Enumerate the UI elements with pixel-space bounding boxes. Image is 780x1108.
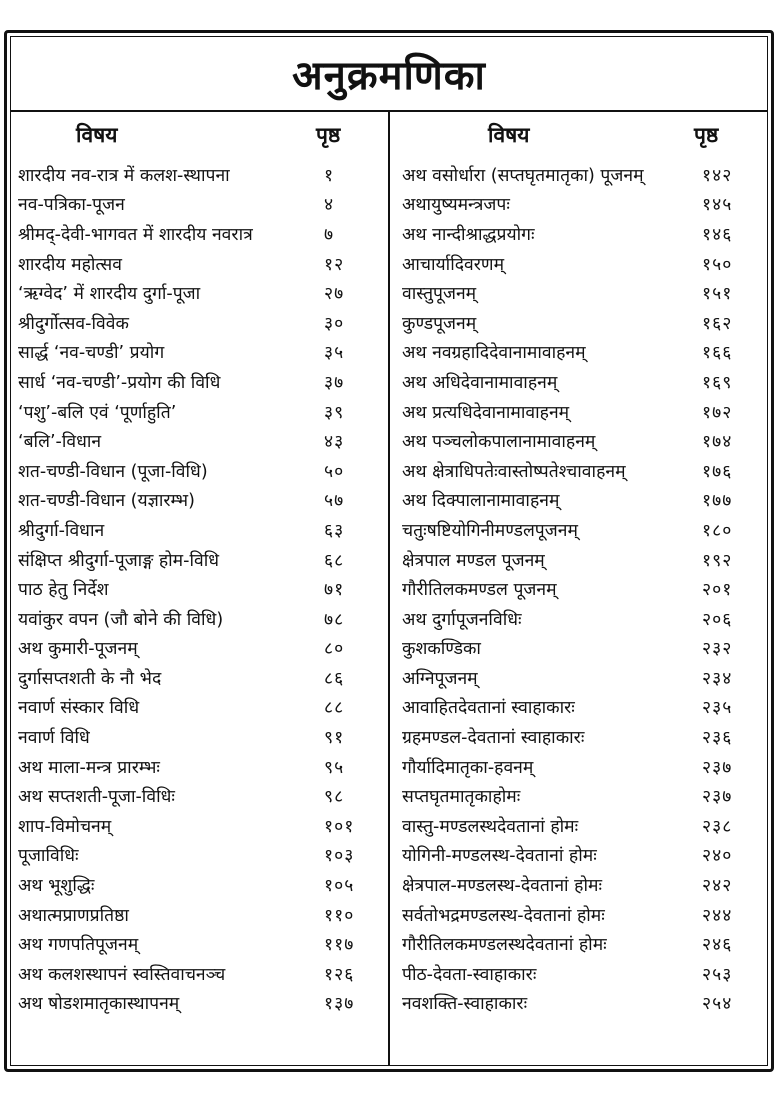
toc-entry-subject: सप्तघृतमातृकाहोमः <box>402 787 521 808</box>
toc-entry-page: ८० <box>324 639 345 660</box>
toc-entry-page: ८६ <box>324 668 345 689</box>
toc-entry-subject: नवार्ण विधि <box>18 728 90 749</box>
toc-entry <box>396 900 764 930</box>
toc-entry <box>396 338 764 368</box>
toc-entry <box>14 959 386 989</box>
toc-entry <box>14 249 386 279</box>
toc-entry-page: ३९ <box>324 402 345 423</box>
toc-entry-page: २३७ <box>702 787 733 808</box>
toc-entry-page: २३२ <box>702 639 733 660</box>
toc-entry <box>396 752 764 782</box>
toc-entry-subject: सार्द्ध ‘नव-चण्डी’ प्रयोग <box>18 343 165 364</box>
toc-entry <box>14 426 386 456</box>
toc-entry-subject: अथात्मप्राणप्रतिष्ठा <box>18 905 129 926</box>
toc-entry-page: १४५ <box>702 195 733 216</box>
toc-entry <box>14 190 386 220</box>
toc-entry <box>14 160 386 190</box>
toc-entry <box>14 515 386 545</box>
toc-entry-page: १०३ <box>324 846 355 867</box>
toc-entry <box>14 397 386 427</box>
toc-entry-subject: अथ क्षेत्राधिपतेःवास्तोष्पतेश्चावाहनम् <box>402 461 626 482</box>
toc-entry-page: ४ <box>324 195 335 216</box>
toc-entry-page: १७२ <box>702 402 733 423</box>
toc-entry-subject: गौरीतिलकमण्डलस्थदेवतानां होमः <box>402 935 607 956</box>
toc-entry-page: ७ <box>324 224 335 245</box>
toc-entry-subject: वास्तु-मण्डलस्थदेवतानां होमः <box>402 816 579 837</box>
toc-entry-page: ९५ <box>324 757 345 778</box>
toc-entry-subject: पाठ हेतु निर्देश <box>18 580 109 601</box>
right-entries <box>396 160 764 1018</box>
toc-entry <box>14 693 386 723</box>
toc-entry-subject: वास्तुपूजनम् <box>402 284 477 305</box>
toc-entry <box>396 604 764 634</box>
toc-entry-page: १२६ <box>324 964 355 985</box>
right-column <box>396 112 764 1018</box>
toc-entry <box>396 663 764 693</box>
left-entries <box>14 160 386 1018</box>
toc-entry-page: ३७ <box>324 372 345 393</box>
toc-entry-subject: पीठ-देवता-स्वाहाकारः <box>402 964 537 985</box>
toc-entry <box>396 959 764 989</box>
toc-entry-subject: अथ कलशस्थापनं स्वस्तिवाचनञ्च <box>18 964 226 985</box>
toc-entry <box>396 486 764 516</box>
toc-entry-page: १५० <box>702 254 733 275</box>
toc-entry-subject: अथ कुमारी-पूजनम् <box>18 639 138 660</box>
toc-entry <box>396 367 764 397</box>
toc-entry-page: २५३ <box>702 964 733 985</box>
toc-entry-subject: अथ माला-मन्त्र प्रारम्भः <box>18 757 160 778</box>
toc-entry-subject: क्षेत्रपाल मण्डल पूजनम् <box>402 550 545 571</box>
title-box <box>10 36 768 112</box>
toc-entry-subject: दुर्गासप्तशती के नौ भेद <box>18 668 162 689</box>
toc-entry-page: ६३ <box>324 520 345 541</box>
toc-entry <box>14 634 386 664</box>
toc-entry-page: ९८ <box>324 787 345 808</box>
toc-entry-subject: श्रीदुर्गोत्सव-विवेक <box>18 313 129 334</box>
toc-entry <box>396 722 764 752</box>
toc-entry-page: ५० <box>324 461 345 482</box>
toc-entry-page: ४३ <box>324 432 345 453</box>
subject-header: विषय <box>76 123 118 147</box>
toc-entry-page: २४२ <box>702 876 733 897</box>
toc-entry <box>14 545 386 575</box>
toc-entry <box>396 249 764 279</box>
toc-entry-subject: सार्ध ‘नव-चण्डी’-प्रयोग की विधि <box>18 372 221 393</box>
toc-entry-page: २४० <box>702 846 733 867</box>
toc-entry-page: २५४ <box>702 994 733 1015</box>
toc-entry-page: १६६ <box>702 343 733 364</box>
toc-entry-page: ११७ <box>324 935 355 956</box>
toc-entry-subject: आचार्यादिवरणम् <box>402 254 505 275</box>
toc-entry-subject: कुण्डपूजनम् <box>402 313 477 334</box>
right-column-header <box>396 112 764 158</box>
toc-entry-subject: अथ षोडशमातृकास्थापनम् <box>18 994 180 1015</box>
toc-entry <box>14 456 386 486</box>
toc-entry-page: ९१ <box>324 728 345 749</box>
toc-entry <box>14 219 386 249</box>
toc-entry-subject: गौरीतिलकमण्डल पूजनम् <box>402 580 557 601</box>
toc-entry-page: ६८ <box>324 550 345 571</box>
toc-entry <box>14 870 386 900</box>
toc-entry <box>396 989 764 1019</box>
page-header: पृष्ठ <box>694 123 719 147</box>
toc-entry-page: २०१ <box>702 580 733 601</box>
column-divider <box>388 112 390 1066</box>
toc-entry-page: १७७ <box>702 491 733 512</box>
toc-entry-page: ५७ <box>324 491 345 512</box>
toc-entry-subject: पूजाविधिः <box>18 846 79 867</box>
toc-entry-page: १४६ <box>702 224 733 245</box>
toc-entry-subject: गौर्यादिमातृका-हवनम् <box>402 757 534 778</box>
toc-entry-page: ८८ <box>324 698 345 719</box>
toc-entry <box>396 634 764 664</box>
toc-entry <box>396 574 764 604</box>
toc-entry-subject: अथ नवग्रहादिदेवानामावाहनम् <box>402 343 586 364</box>
toc-entry <box>396 870 764 900</box>
toc-entry-page: ३५ <box>324 343 345 364</box>
toc-entry <box>396 397 764 427</box>
toc-entry <box>396 545 764 575</box>
toc-entry-subject: शत-चण्डी-विधान (यज्ञारम्भ) <box>18 491 195 512</box>
toc-entry-subject: अग्निपूजनम् <box>402 668 478 689</box>
toc-entry <box>396 515 764 545</box>
toc-entry-page: १५१ <box>702 284 733 305</box>
toc-entry-subject: सर्वतोभद्रमण्डलस्थ-देवतानां होमः <box>402 905 605 926</box>
toc-entry-page: २३५ <box>702 698 733 719</box>
toc-entry-page: २७ <box>324 284 345 305</box>
toc-entry-page: २३७ <box>702 757 733 778</box>
toc-entry <box>14 338 386 368</box>
toc-entry-page: १८० <box>702 520 733 541</box>
toc-entry-subject: शारदीय महोत्सव <box>18 254 122 275</box>
toc-entry <box>14 841 386 871</box>
toc-entry <box>396 811 764 841</box>
toc-entry <box>14 663 386 693</box>
toc-entry-subject: शाप-विमोचनम् <box>18 816 112 837</box>
toc-entry <box>396 308 764 338</box>
toc-entry-page: २३८ <box>702 816 733 837</box>
toc-entry-subject: अथ वसोर्धारा (सप्तघृतमातृका) पूजनम् <box>402 165 644 186</box>
left-column-header <box>14 112 386 158</box>
page-title: अनुक्रमणिका <box>292 52 486 99</box>
toc-entry <box>396 456 764 486</box>
toc-entry-page: ३० <box>324 313 345 334</box>
toc-entry-page: १६२ <box>702 313 733 334</box>
toc-entry <box>14 989 386 1019</box>
toc-entry <box>396 160 764 190</box>
toc-entry <box>396 929 764 959</box>
left-column <box>14 112 386 1018</box>
toc-entry <box>14 278 386 308</box>
toc-entry-page: २४६ <box>702 935 733 956</box>
toc-entry-subject: संक्षिप्त श्रीदुर्गा-पूजाङ्ग होम-विधि <box>18 550 220 571</box>
toc-entry-subject: क्षेत्रपाल-मण्डलस्थ-देवतानां होमः <box>402 876 602 897</box>
toc-entry-page: ७८ <box>324 609 345 630</box>
toc-entry-subject: योगिनी-मण्डलस्थ-देवतानां होमः <box>402 846 597 867</box>
toc-entry <box>14 367 386 397</box>
toc-entry <box>14 781 386 811</box>
toc-entry-subject: कुशकण्डिका <box>402 639 481 660</box>
toc-entry <box>14 604 386 634</box>
toc-entry-page: २३४ <box>702 668 733 689</box>
toc-entry <box>14 722 386 752</box>
toc-entry-subject: चतुःषष्टियोगिनीमण्डलपूजनम् <box>402 520 578 541</box>
toc-entry-page: १ <box>324 165 335 186</box>
toc-entry-subject: अथ प्रत्यधिदेवानामावाहनम् <box>402 402 570 423</box>
toc-entry <box>396 426 764 456</box>
toc-entry <box>14 486 386 516</box>
toc-entry-page: १६९ <box>702 372 733 393</box>
toc-entry-page: ७१ <box>324 580 345 601</box>
page-header: पृष्ठ <box>316 123 341 147</box>
toc-entry-subject: यवांकुर वपन (जौ बोने की विधि) <box>18 609 224 630</box>
toc-entry <box>14 929 386 959</box>
toc-entry <box>396 781 764 811</box>
subject-header: विषय <box>488 123 530 147</box>
toc-entry-subject: ‘बलि’-विधान <box>18 432 102 453</box>
toc-entry-subject: अथ दुर्गापूजनविधिः <box>402 609 522 630</box>
toc-entry-page: १९२ <box>702 550 733 571</box>
toc-entry-page: २४४ <box>702 905 733 926</box>
toc-entry-page: २०६ <box>702 609 733 630</box>
toc-entry <box>396 219 764 249</box>
toc-entry-subject: शत-चण्डी-विधान (पूजा-विधि) <box>18 461 208 482</box>
toc-entry-page: १२ <box>324 254 345 275</box>
toc-entry <box>14 752 386 782</box>
toc-entry-page: १४२ <box>702 165 733 186</box>
toc-entry-subject: अथ सप्तशती-पूजा-विधिः <box>18 787 175 808</box>
toc-entry-subject: ‘ऋग्वेद’ में शारदीय दुर्गा-पूजा <box>18 284 201 305</box>
toc-entry-page: १७६ <box>702 461 733 482</box>
toc-entry <box>14 811 386 841</box>
toc-entry <box>14 574 386 604</box>
toc-entry-subject: अथ नान्दीश्राद्धप्रयोगः <box>402 224 535 245</box>
toc-entry-subject: शारदीय नव-रात्र में कलश-स्थापना <box>18 165 230 186</box>
toc-entry-subject: अथ पञ्चलोकपालानामावाहनम् <box>402 432 596 453</box>
toc-entry-subject: श्रीमद्-देवी-भागवत में शारदीय नवरात्र <box>18 224 253 245</box>
toc-entry <box>396 278 764 308</box>
toc-entry-subject: नव-पत्रिका-पूजन <box>18 195 125 216</box>
toc-entry <box>14 900 386 930</box>
toc-entry-page: १३७ <box>324 994 355 1015</box>
toc-entry-subject: आवाहितदेवतानां स्वाहाकारः <box>402 698 575 719</box>
toc-entry-subject: नवशक्ति-स्वाहाकारः <box>402 994 528 1015</box>
toc-entry-subject: अथ गणपतिपूजनम् <box>18 935 139 956</box>
toc-entry-subject: अथ भूशुद्धिः <box>18 876 95 897</box>
toc-entry-subject: अथायुष्यमन्त्रजपः <box>402 195 510 216</box>
toc-entry-page: १७४ <box>702 432 733 453</box>
toc-entry-page: १०१ <box>324 816 355 837</box>
toc-entry <box>396 190 764 220</box>
toc-entry-page: २३६ <box>702 728 733 749</box>
toc-entry <box>396 841 764 871</box>
toc-entry-subject: श्रीदुर्गा-विधान <box>18 520 105 541</box>
toc-entry-subject: ग्रहमण्डल-देवतानां स्वाहाकारः <box>402 728 585 749</box>
toc-entry-subject: ‘पशु’-बलि एवं ‘पूर्णाहुति’ <box>18 402 177 423</box>
toc-entry-subject: अथ दिक्पालानामावाहनम् <box>402 491 560 512</box>
toc-entry-page: १०५ <box>324 876 355 897</box>
toc-entry-subject: नवार्ण संस्कार विधि <box>18 698 140 719</box>
toc-entry-page: ११० <box>324 905 355 926</box>
toc-entry <box>14 308 386 338</box>
toc-entry <box>396 693 764 723</box>
toc-entry-subject: अथ अधिदेवानामावाहनम् <box>402 372 558 393</box>
